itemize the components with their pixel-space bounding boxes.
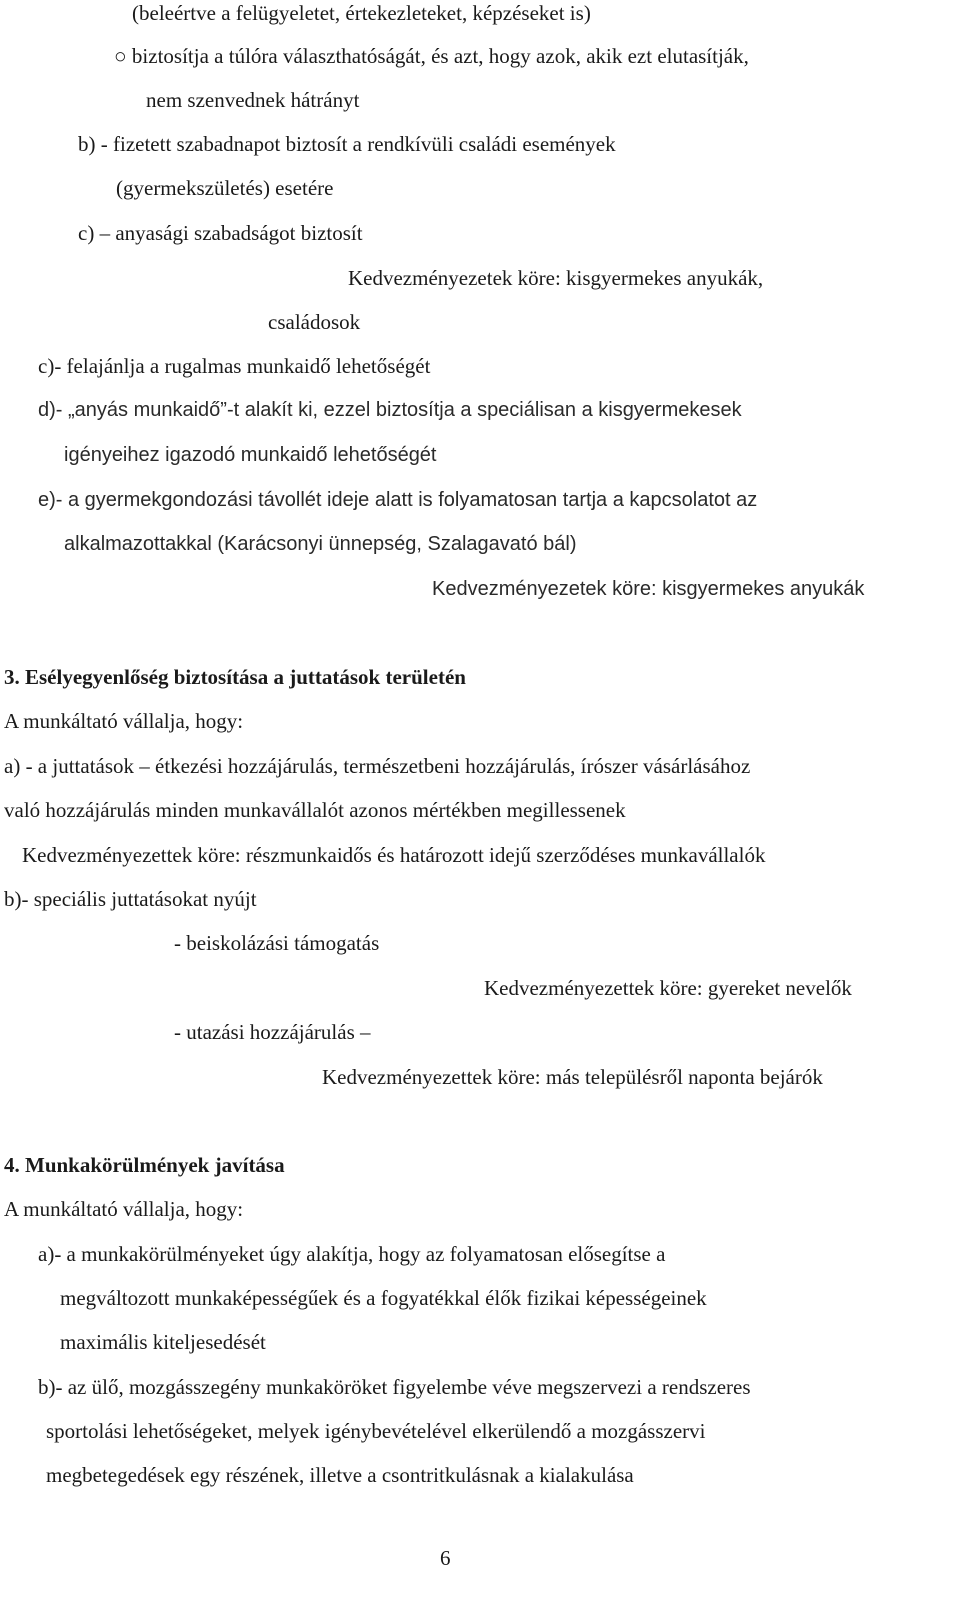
text-line: Kedvezményezettek köre: részmunkaidős és határozott idejű szerződéses munkavállalók bbox=[22, 843, 766, 867]
text-line: Kedvezményezetek köre: kisgyermekes anyukák, bbox=[348, 266, 764, 290]
text-line: - utazási hozzájárulás – bbox=[174, 1020, 371, 1044]
text-line: sportolási lehetőségeket, melyek igénybevételével elkerülendő a mozgásszervi bbox=[46, 1419, 706, 1443]
text-line: A munkáltató vállalja, hogy: bbox=[4, 1197, 244, 1221]
text-line: nem szenvednek hátrányt bbox=[146, 88, 360, 112]
text-line: megváltozott munkaképességűek és a fogyatékkal élők fizikai képességeinek bbox=[60, 1286, 707, 1310]
section-heading: 3. Esélyegyenlőség biztosítása a juttatások területén bbox=[4, 665, 466, 689]
text-line: igényeihez igazodó munkaidő lehetőségét bbox=[64, 444, 437, 466]
text-line: a) - a juttatások – étkezési hozzájárulás, természetbeni hozzájárulás, írószer vásárlásához bbox=[4, 754, 751, 778]
text-line: Kedvezményezettek köre: más településről naponta bejárók bbox=[322, 1065, 823, 1089]
text-line: Kedvezményezetek köre: kisgyermekes anyukák bbox=[432, 578, 865, 600]
section-heading: 4. Munkakörülmények javítása bbox=[4, 1153, 285, 1177]
page-number: 6 bbox=[440, 1546, 451, 1570]
text-line: családosok bbox=[268, 310, 361, 334]
text-line: b)- az ülő, mozgásszegény munkaköröket figyelembe véve megszervezi a rendszeres bbox=[38, 1375, 751, 1399]
text-line: - beiskolázási támogatás bbox=[174, 931, 380, 955]
text-line: c)- felajánlja a rugalmas munkaidő lehetőségét bbox=[38, 354, 431, 378]
text-line: d)- „anyás munkaidő”-t alakít ki, ezzel biztosítja a speciálisan a kisgyermekesek bbox=[38, 399, 742, 421]
text-line: való hozzájárulás minden munkavállalót azonos mértékben megillessenek bbox=[4, 798, 626, 822]
text-line: Kedvezményezettek köre: gyereket nevelők bbox=[484, 976, 852, 1000]
text-line: ○ biztosítja a túlóra választhatóságát, és azt, hogy azok, akik ezt elutasítják, bbox=[114, 44, 749, 68]
text-line: megbetegedések egy részének, illetve a csontritkulásnak a kialakulása bbox=[46, 1463, 634, 1487]
text-line: b) - fizetett szabadnapot biztosít a rendkívüli családi események bbox=[78, 132, 616, 156]
text-line: b)- speciális juttatásokat nyújt bbox=[4, 887, 257, 911]
text-line: e)- a gyermekgondozási távollét ideje alatt is folyamatosan tartja a kapcsolatot az bbox=[38, 489, 758, 511]
text-line: c) – anyasági szabadságot biztosít bbox=[78, 221, 363, 245]
text-line: maximális kiteljesedését bbox=[60, 1330, 266, 1354]
text-line: (beleértve a felügyeletet, értekezleteket, képzéseket is) bbox=[132, 1, 591, 25]
text-line: alkalmazottakkal (Karácsonyi ünnepség, Szalagavató bál) bbox=[64, 533, 577, 555]
text-line: (gyermekszületés) esetére bbox=[116, 176, 334, 200]
text-line: a)- a munkakörülményeket úgy alakítja, hogy az folyamatosan elősegítse a bbox=[38, 1242, 666, 1266]
text-line: A munkáltató vállalja, hogy: bbox=[4, 709, 244, 733]
